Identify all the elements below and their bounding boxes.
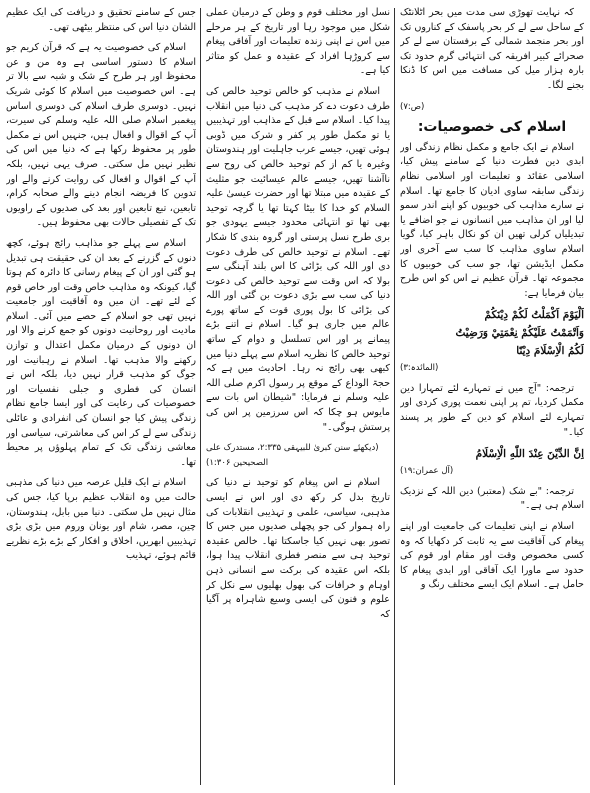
paragraph: اسلام سے پہلے جو مذاہب رائج ہوئے، کچھ دنوں کے گزرنے کے بعد ان کی حقیقت ہی تبدیل ہو گئی اور ان کے پیغام رسانی کا دائرہ کم ہوتا گیا، کیونکہ وہ مذاہب خاص وقت اور خاص قوم کے لئے تھے۔ ان میں وہ آفاقیت اور جامعیت نہیں تھی جو اسلام کے حصے میں آئی۔ اسلام مادیت اور روحانیت دونوں کو جمع کرنے والا اور ان دونوں کے درمیان مکمل اعتدال و توازن رکھنے والا مذہب تھا۔ اسلام نے رہبانیت اور جوگ کو مذہب قرار نہیں دیا، بلکہ اس نے انسان کی فطری و جبلی نفسیات اور خصوصیات کی رعایت کی اور ایسا جامع نظام زندگی پیش کیا جو انسان کی انفرادی و عائلی زندگی سے لے کر اس کی معاشرتی، سیاسی اور معاشی زندگی تک کے تمام پہلوؤں پر محیط تھا۔ bbox=[6, 237, 196, 468]
paragraph: کہ نہایت تھوڑی سی مدت میں بحر اٹلانٹک کے ساحل سے لے کر بحر پاسفک کے کناروں تک اور بحر منجمد شمالی کے برفستان سے لے کر صحرائے کبیر افریقہ کی انتہائی گرم حدود تک بارہ ہزار میل کی مسافت میں اس کا ڈنکا بجنے لگا۔ bbox=[400, 7, 584, 91]
quran-verse: وَاَتْمَمْتُ عَلَيْكُمْ نِعْمَتِيْ وَرَضِيْتُ bbox=[455, 327, 584, 340]
column-divider bbox=[200, 8, 201, 785]
verse-reference: (المائدہ:۳) bbox=[400, 363, 439, 374]
column-middle bbox=[206, 6, 390, 787]
quran-verse: اَلْيَوْمَ اَكْمَلْتُ لَكُمْ دِيْنَكُمْ bbox=[484, 309, 584, 322]
section-heading: اسلام کی خصوصیات: bbox=[417, 119, 567, 136]
citation: (دیکھئے سنن کبریٰ للبیہقی ۲:۳۳۵، مستدرک علی الصحیحین ۱:۳۰۶) bbox=[206, 443, 379, 468]
quran-verse: لَكُمُ الْاِسْلَامَ دِيْنًا bbox=[516, 345, 584, 358]
column-left bbox=[6, 6, 196, 787]
paragraph: اسلام کی خصوصیت یہ ہے کہ قرآن کریم جو اسلام کا دستور اساسی ہے وہ من و عن محفوظ اور ہر طرح کے شک و شبہ سے بالا تر ہے۔ اس خصوصیت میں اسلام کا کوئی شریک نہیں۔ دوسری طرف اسلام کی دوسری اساس پیغمبر اسلام صلی اللہ علیہ وسلم کی سیرت، آپ کے اقوال و افعال ہیں، جنہیں اس نے مکمل طور پر محفوظ رکھا ہے کہ دنیا میں اس کی نظیر نہیں مل سکتی۔ صرف یہی نہیں، بلکہ آپ کے اقوال و افعال کی روایت کرنے والے اور تدوین کا فریضہ انجام دینے والے صحابہ کرام، تابعین، تبع تابعین اور بعد کی صدیوں کے راویوں تک کے تفصیلی حالات بھی محفوظ ہیں۔ bbox=[6, 42, 196, 229]
verse-translation: ترجمہ: "آج میں نے تمہارے لئے تمہارا دین مکمل کردیا، تم پر اپنی نعمت پوری کردی اور تمہارے لئے اسلام کو دین کے طور پر پسند کیا۔" bbox=[400, 382, 584, 438]
paragraph: اسلام نے اپنی تعلیمات کی جامعیت اور اپنے پیغام کی آفاقیت سے یہ ثابت کر دکھایا کہ وہ کسی مخصوص وقت اور مقام اور قوم کی حدود سے ماورا ایک آفاقی اور ابدی پیغام کا حامل ہے۔ اسلام ایک ایسے مختلف رنگ و bbox=[400, 521, 584, 591]
column-divider bbox=[394, 8, 395, 785]
paragraph: اسلام نے اس پیغام کو توحید نے دنیا کی تاریخ بدل کر رکھ دی اور اس نے ایسی مذہبی، سیاسی، علمی و تہذیبی انقلابات کی راہ ہموار کی جو پچھلی صدیوں میں جس کا تصور بھی نہیں کیا جاسکتا تھا۔ خالص عقیدہ توحید ہی سے منصر فطری انقلاب پیدا ہوا، بلکہ اس عقیدہ کی برکت سے انسانی ذہن اوہام و خرافات کی بھول بھلیوں سے نکل کر علوم و فنون کی ایسی وسیع شاہراہ پر آگیا کہ bbox=[206, 477, 390, 620]
column-right bbox=[400, 6, 584, 787]
verse-translation: ترجمہ: "بے شک (معتبر) دین اللہ کے نزدیک اسلام ہی ہے۔" bbox=[400, 485, 584, 512]
verse-reference: (آل عمران:۱۹) bbox=[400, 466, 454, 477]
paragraph: اسلام نے مذہب کو خالص توحید خالص کی طرف دعوت دے کر مذہب کی دنیا میں انقلاب پیدا کیا۔ اسلام سے قبل کے مذاہب اور تہذیبیں یا تو مکمل طور پر کفر و شرک میں ڈوبی ہوئی تھیں، جیسے عرب جاہلیت اور ہندوستان وغیرہ یا کم از کم توحید خالص کی روح سے ناآشنا تھیں، جیسے عالم عیسائیت جو مثلیث کے عقیدہ میں مبتلا تھا اور حضرت عیسیٰ علیہ السلام کو خدا کا بیٹا کہتا تھا یا گرچہ توحید بھی تھا تو انتہائی محدود جیسے یہودی جو بری طرح نسل پرستی اور گروہ بندی کا شکار تھے۔ اسلام نے توحید خالص کی طرف دعوت دی اور اللہ کی بڑائی کا اس بلند آہنگی سے بولا کہ اس وقت سے توحید خالص کی دعوت دنیا کی سب سے بڑی دعوت بن گئی اور اللہ کی بڑائی کا بول پوری قوت کے ساتھ پورے عالم میں جاری ہو گیا۔ اسلام نے اتنے بڑے پیمانے پر اور اس تسلسل و دوام کے ساتھ توحید خالص کا نظریہ اسلام سے پہلے دنیا میں کبھی بھی رائج نہ رہا۔ احادیث میں ہے کہ حجۃ الوداع کے موقع پر رسول اکرم صلی اللہ علیہ وسلم نے فرمایا: "شیطان اس بات سے مایوس ہو چکا کہ اس سرزمین پر اس کی پرستش ہوگی۔" bbox=[206, 85, 390, 433]
paragraph: جس کے سامنے تحقیق و دریافت کی ایک عظیم الشان دنیا اس کی منتظر بیٹھی تھی۔ bbox=[6, 7, 196, 33]
paragraph: اسلام نے ایک جامع و مکمل نظام زندگی اور ابدی دین فطرت دنیا کے سامنے پیش کیا، اسلامی عقائد و تعلیمات اور اسلامی نظام زندگی سابقہ ساوی ادیان کا جامع تھا۔ اسلام نے سارے مذاہب کی خوبیوں کو اپنے اندر سمو لیا اور ان مذاہب میں انسانوں نے جو اضافے یا تبدیلیاں کرلی تھیں ان کو نکال باہر کیا، گویا اسلام ساوی مذاہب کا سب سے آخری اور مکمل ایڈیشن تھا، جو سب کی خوبیوں کا مجموعہ تھا۔ قرآن عظیم نے اس کو اس طرح بیان فرمایا ہے: bbox=[400, 141, 584, 299]
paragraph: اسلام نے ایک قلیل عرصہ میں دنیا کی مذہبی حالت میں وہ انقلاب عظیم برپا کیا، جس کی مثال نہیں مل سکتی۔ دنیا میں بابل، ہندوستان، چین، مصر، شام اور یونان وروم میں بڑی بڑی تہذیبیں ابھریں، اخلاق و افکار کے بڑے بڑے نظریے قائم ہوئے، تہذیب bbox=[6, 477, 196, 562]
paragraph: نسل اور مختلف قوم و وطن کے درمیان عملی شکل میں موجود رہا اور تاریخ کے ہر مرحلے میں اس نے اپنی زندہ تعلیمات اور آفاقی پیغام سے کروڑہا افراد کے عقیدہ و عمل کو متاثر کیا ہے۔ bbox=[206, 7, 390, 77]
page-reference: (ص:۷) bbox=[400, 101, 425, 112]
quran-verse: اِنَّ الدِّيْنَ عِنْدَ اللّٰهِ الْاِسْلَامُ bbox=[475, 448, 584, 461]
